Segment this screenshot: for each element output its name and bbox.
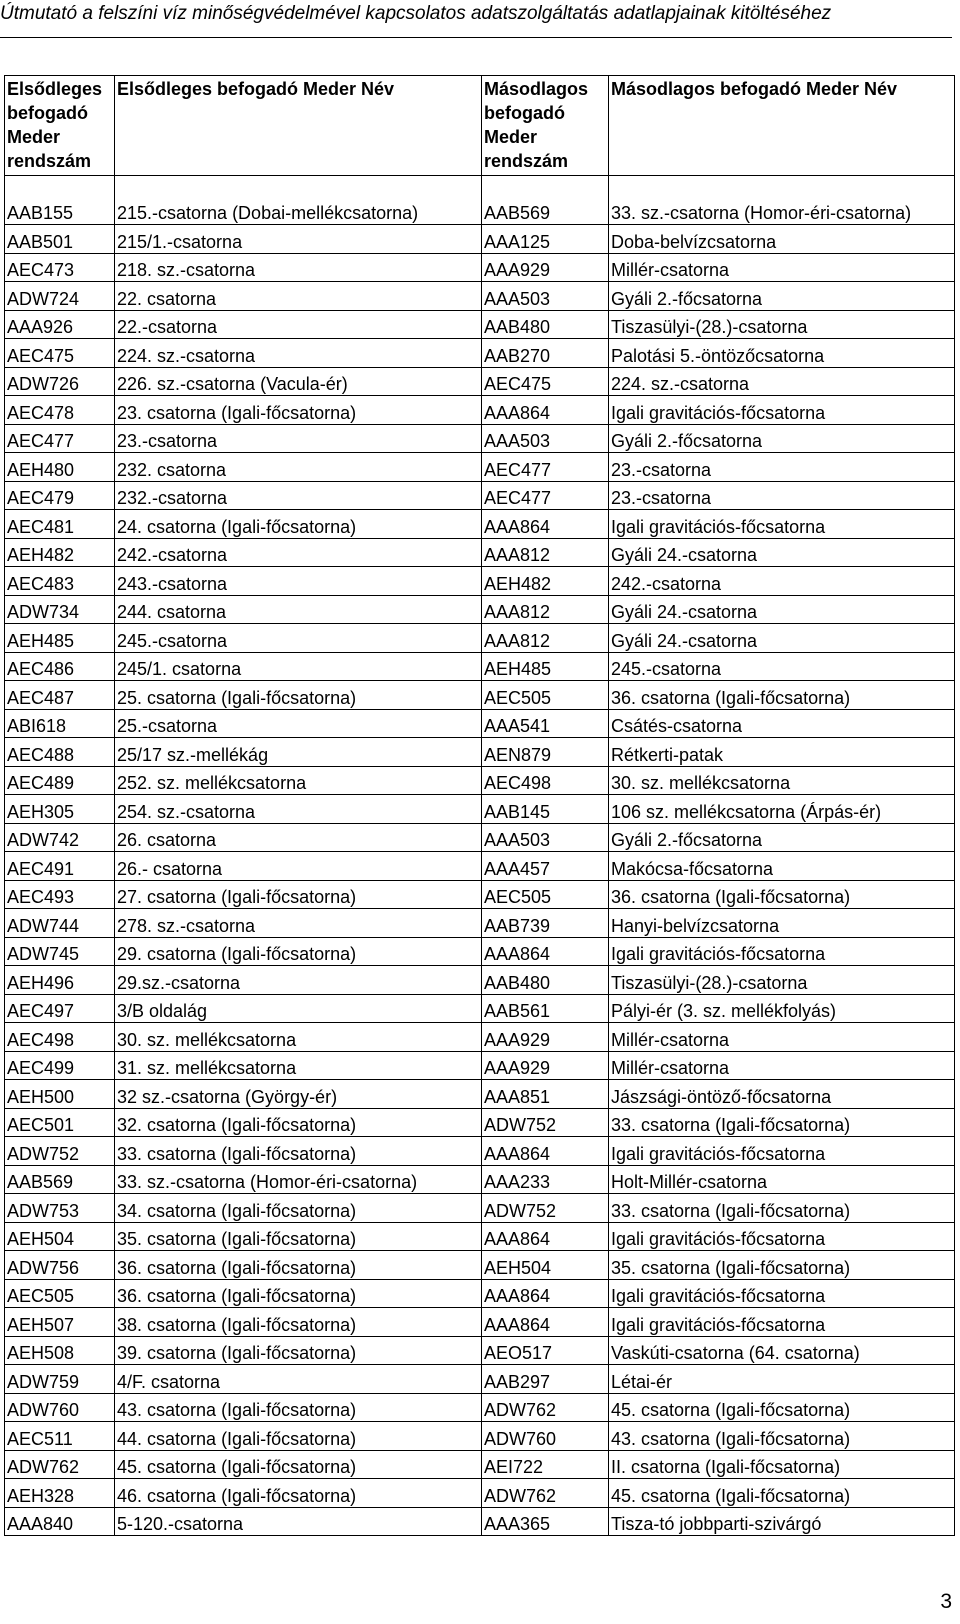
table-cell: Doba-belvízcsatorna xyxy=(609,225,955,254)
table-cell: 33. csatorna (Igali-főcsatorna) xyxy=(115,1137,482,1166)
table-cell: AEH482 xyxy=(482,567,609,596)
table-cell: ADW752 xyxy=(482,1108,609,1137)
table-cell: AAB145 xyxy=(482,795,609,824)
table-cell: AAA864 xyxy=(482,1222,609,1251)
table-row xyxy=(5,880,955,909)
table-cell: 242.-csatorna xyxy=(115,538,482,567)
receiving-water-table xyxy=(4,75,955,1536)
table-cell: AAB270 xyxy=(482,339,609,368)
table-cell: AEC501 xyxy=(5,1108,115,1137)
table-cell: AEC475 xyxy=(482,367,609,396)
table-cell: ADW762 xyxy=(482,1393,609,1422)
table-cell: 32. csatorna (Igali-főcsatorna) xyxy=(115,1108,482,1137)
table-cell: AEC477 xyxy=(482,481,609,510)
table-cell: AEC491 xyxy=(5,852,115,881)
table-cell: 39. csatorna (Igali-főcsatorna) xyxy=(115,1336,482,1365)
table-cell: 35. csatorna (Igali-főcsatorna) xyxy=(115,1222,482,1251)
table-row xyxy=(5,1108,955,1137)
table-cell: AAB739 xyxy=(482,909,609,938)
table-cell: AAA365 xyxy=(482,1507,609,1536)
table-row xyxy=(5,624,955,653)
table-cell: AAB501 xyxy=(5,225,115,254)
table-cell: ADW745 xyxy=(5,937,115,966)
table-row xyxy=(5,823,955,852)
table-cell: Gyáli 2.-főcsatorna xyxy=(609,823,955,852)
table-cell: 3/B oldalág xyxy=(115,994,482,1023)
table-cell: ADW762 xyxy=(5,1450,115,1479)
table-cell: 5-120.-csatorna xyxy=(115,1507,482,1536)
table-row xyxy=(5,937,955,966)
table-cell: AEH504 xyxy=(482,1251,609,1280)
table-cell: 30. sz. mellékcsatorna xyxy=(609,766,955,795)
table-row xyxy=(5,1137,955,1166)
table-cell: ADW760 xyxy=(5,1393,115,1422)
table-cell: 30. sz. mellékcsatorna xyxy=(115,1023,482,1052)
table-row xyxy=(5,310,955,339)
table-cell: AAA864 xyxy=(482,1279,609,1308)
table-cell: Igali gravitációs-főcsatorna xyxy=(609,1308,955,1337)
table-cell: AEC505 xyxy=(482,681,609,710)
table-row xyxy=(5,424,955,453)
table-cell: 33. csatorna (Igali-főcsatorna) xyxy=(609,1108,955,1137)
table-cell: 106 sz. mellékcsatorna (Árpás-ér) xyxy=(609,795,955,824)
table-cell: ABI618 xyxy=(5,709,115,738)
table-cell: 232.-csatorna xyxy=(115,481,482,510)
table-cell: 215.-csatorna (Dobai-mellékcsatorna) xyxy=(115,176,482,225)
table-cell: ADW753 xyxy=(5,1194,115,1223)
column-header: Másodlagos befogadó Meder Név xyxy=(609,76,955,176)
table-cell: ADW744 xyxy=(5,909,115,938)
page-header-title: Útmutató a felszíni víz minőségvédelmével kapcsolatos adatszolgáltatás adatlapjainak kitöltéséhez xyxy=(0,3,832,24)
table-cell: Millér-csatorna xyxy=(609,1023,955,1052)
table-row xyxy=(5,396,955,425)
header-row xyxy=(5,76,955,176)
table-cell: AEH508 xyxy=(5,1336,115,1365)
table-row xyxy=(5,367,955,396)
table-cell: AEC498 xyxy=(482,766,609,795)
table-cell: 32 sz.-csatorna (György-ér) xyxy=(115,1080,482,1109)
table-cell: AAB569 xyxy=(5,1165,115,1194)
table-cell: AAA864 xyxy=(482,396,609,425)
table-row xyxy=(5,795,955,824)
table-cell: ADW762 xyxy=(482,1479,609,1508)
table-cell: ADW752 xyxy=(5,1137,115,1166)
table-cell: AAA929 xyxy=(482,1023,609,1052)
table-cell: AAA503 xyxy=(482,823,609,852)
table-cell: Igali gravitációs-főcsatorna xyxy=(609,1222,955,1251)
table-row xyxy=(5,1507,955,1536)
table-cell: 45. csatorna (Igali-főcsatorna) xyxy=(609,1479,955,1508)
table-cell: 224. sz.-csatorna xyxy=(115,339,482,368)
table-cell: AAA457 xyxy=(482,852,609,881)
table-cell: 45. csatorna (Igali-főcsatorna) xyxy=(609,1393,955,1422)
table-cell: 245/1. csatorna xyxy=(115,652,482,681)
table-row xyxy=(5,481,955,510)
table-row xyxy=(5,652,955,681)
table-row xyxy=(5,852,955,881)
table-cell: ADW742 xyxy=(5,823,115,852)
table-cell: Igali gravitációs-főcsatorna xyxy=(609,1279,955,1308)
table-cell: Igali gravitációs-főcsatorna xyxy=(609,937,955,966)
table-cell: 33. sz.-csatorna (Homor-éri-csatorna) xyxy=(609,176,955,225)
table-cell: AAA926 xyxy=(5,310,115,339)
table-cell: Gyáli 2.-főcsatorna xyxy=(609,424,955,453)
table-cell: AEC497 xyxy=(5,994,115,1023)
table-cell: 36. csatorna (Igali-főcsatorna) xyxy=(609,681,955,710)
column-header: Elsődleges befogadó Meder rendszám xyxy=(5,76,115,176)
table-cell: 35. csatorna (Igali-főcsatorna) xyxy=(609,1251,955,1280)
table-cell: AEC478 xyxy=(5,396,115,425)
table-cell: Csátés-csatorna xyxy=(609,709,955,738)
table-cell: AEO517 xyxy=(482,1336,609,1365)
table-row xyxy=(5,595,955,624)
table-cell: 38. csatorna (Igali-főcsatorna) xyxy=(115,1308,482,1337)
table-row xyxy=(5,966,955,995)
table-header xyxy=(5,76,955,176)
table-cell: AAB480 xyxy=(482,966,609,995)
column-header: Másodlagos befogadó Meder rendszám xyxy=(482,76,609,176)
table-cell: AEH485 xyxy=(5,624,115,653)
table-cell: AEC505 xyxy=(482,880,609,909)
table-cell: 244. csatorna xyxy=(115,595,482,624)
table-row xyxy=(5,738,955,767)
table-cell: 33. sz.-csatorna (Homor-éri-csatorna) xyxy=(115,1165,482,1194)
table-cell: AAB569 xyxy=(482,176,609,225)
table-cell: 26.- csatorna xyxy=(115,852,482,881)
table-row xyxy=(5,1165,955,1194)
table-cell: AAB480 xyxy=(482,310,609,339)
table-cell: Hanyi-belvízcsatorna xyxy=(609,909,955,938)
table-row xyxy=(5,1194,955,1223)
table-cell: 44. csatorna (Igali-főcsatorna) xyxy=(115,1422,482,1451)
table-cell: AEH328 xyxy=(5,1479,115,1508)
table-cell: Vaskúti-csatorna (64. csatorna) xyxy=(609,1336,955,1365)
table-row xyxy=(5,1393,955,1422)
table-cell: 31. sz. mellékcsatorna xyxy=(115,1051,482,1080)
table-cell: 36. csatorna (Igali-főcsatorna) xyxy=(115,1279,482,1308)
table-cell: AAA541 xyxy=(482,709,609,738)
table-cell: Igali gravitációs-főcsatorna xyxy=(609,396,955,425)
table-cell: II. csatorna (Igali-főcsatorna) xyxy=(609,1450,955,1479)
table-row xyxy=(5,282,955,311)
column-header: Elsődleges befogadó Meder Név xyxy=(115,76,482,176)
table-row xyxy=(5,1251,955,1280)
table-cell: 23.-csatorna xyxy=(609,453,955,482)
table-cell: 4/F. csatorna xyxy=(115,1365,482,1394)
table-cell: 252. sz. mellékcsatorna xyxy=(115,766,482,795)
table-cell: AEC473 xyxy=(5,253,115,282)
table-cell: Millér-csatorna xyxy=(609,1051,955,1080)
table-row xyxy=(5,453,955,482)
table-cell: 224. sz.-csatorna xyxy=(609,367,955,396)
table-row xyxy=(5,567,955,596)
table-cell: AEH507 xyxy=(5,1308,115,1337)
table-cell: 22.-csatorna xyxy=(115,310,482,339)
table-cell: ADW724 xyxy=(5,282,115,311)
table-cell: AEC477 xyxy=(482,453,609,482)
table-row xyxy=(5,510,955,539)
table-row xyxy=(5,766,955,795)
table-cell: Makócsa-főcsatorna xyxy=(609,852,955,881)
table-row xyxy=(5,1479,955,1508)
table-cell: AEC488 xyxy=(5,738,115,767)
table-cell: 215/1.-csatorna xyxy=(115,225,482,254)
table-cell: AAA851 xyxy=(482,1080,609,1109)
table-row xyxy=(5,538,955,567)
table-cell: 218. sz.-csatorna xyxy=(115,253,482,282)
table-cell: 254. sz.-csatorna xyxy=(115,795,482,824)
table-cell: ADW759 xyxy=(5,1365,115,1394)
table-cell: AEH504 xyxy=(5,1222,115,1251)
table-cell: AEC499 xyxy=(5,1051,115,1080)
table-row xyxy=(5,176,955,225)
table-cell: AAA125 xyxy=(482,225,609,254)
table-row xyxy=(5,1023,955,1052)
table-cell: AAA812 xyxy=(482,538,609,567)
table-cell: AEN879 xyxy=(482,738,609,767)
table-cell: AEC493 xyxy=(5,880,115,909)
table-cell: 46. csatorna (Igali-főcsatorna) xyxy=(115,1479,482,1508)
table-row xyxy=(5,1422,955,1451)
table-cell: AAA864 xyxy=(482,937,609,966)
table-cell: AEC487 xyxy=(5,681,115,710)
table-row xyxy=(5,253,955,282)
table-cell: AAB155 xyxy=(5,176,115,225)
table-cell: 245.-csatorna xyxy=(609,652,955,681)
table-cell: AEC486 xyxy=(5,652,115,681)
table-cell: AAA929 xyxy=(482,1051,609,1080)
table-cell: Gyáli 24.-csatorna xyxy=(609,595,955,624)
table-cell: AAA840 xyxy=(5,1507,115,1536)
table-cell: ADW734 xyxy=(5,595,115,624)
table-cell: AAA503 xyxy=(482,282,609,311)
table-cell: 26. csatorna xyxy=(115,823,482,852)
table-cell: ADW726 xyxy=(5,367,115,396)
table-cell: Tiszasülyi-(28.)-csatorna xyxy=(609,310,955,339)
table-cell: 226. sz.-csatorna (Vacula-ér) xyxy=(115,367,482,396)
table-row xyxy=(5,709,955,738)
table-row xyxy=(5,1080,955,1109)
table-cell: AEH500 xyxy=(5,1080,115,1109)
table-cell: AEC483 xyxy=(5,567,115,596)
table-cell: AEC477 xyxy=(5,424,115,453)
table-cell: AAA864 xyxy=(482,1308,609,1337)
table-cell: Létai-ér xyxy=(609,1365,955,1394)
table-cell: 232. csatorna xyxy=(115,453,482,482)
table-cell: Tisza-tó jobbparti-szivárgó xyxy=(609,1507,955,1536)
table-cell: AAA812 xyxy=(482,624,609,653)
table-cell: 23. csatorna (Igali-főcsatorna) xyxy=(115,396,482,425)
table-row xyxy=(5,339,955,368)
table-cell: AAA864 xyxy=(482,510,609,539)
table-cell: 23.-csatorna xyxy=(115,424,482,453)
table-cell: AEC498 xyxy=(5,1023,115,1052)
table-row xyxy=(5,1365,955,1394)
table-cell: 25/17 sz.-mellékág xyxy=(115,738,482,767)
table-cell: 24. csatorna (Igali-főcsatorna) xyxy=(115,510,482,539)
page-number: 3 xyxy=(940,1590,952,1613)
table-cell: 34. csatorna (Igali-főcsatorna) xyxy=(115,1194,482,1223)
table-cell: Pályi-ér (3. sz. mellékfolyás) xyxy=(609,994,955,1023)
table-cell: Rétkerti-patak xyxy=(609,738,955,767)
table-cell: 243.-csatorna xyxy=(115,567,482,596)
table-cell: 242.-csatorna xyxy=(609,567,955,596)
table-cell: 278. sz.-csatorna xyxy=(115,909,482,938)
header-divider xyxy=(0,37,952,38)
table-cell: AEH305 xyxy=(5,795,115,824)
table-cell: AEC479 xyxy=(5,481,115,510)
table-cell: AEH485 xyxy=(482,652,609,681)
table-cell: 245.-csatorna xyxy=(115,624,482,653)
table-cell: Gyáli 24.-csatorna xyxy=(609,624,955,653)
table-cell: Tiszasülyi-(28.)-csatorna xyxy=(609,966,955,995)
table-row xyxy=(5,1051,955,1080)
table-row xyxy=(5,1450,955,1479)
table-cell: ADW760 xyxy=(482,1422,609,1451)
table-cell: AEC511 xyxy=(5,1422,115,1451)
table-cell: Igali gravitációs-főcsatorna xyxy=(609,510,955,539)
table-cell: AEH482 xyxy=(5,538,115,567)
table-cell: 22. csatorna xyxy=(115,282,482,311)
table-row xyxy=(5,1336,955,1365)
table-cell: 25. csatorna (Igali-főcsatorna) xyxy=(115,681,482,710)
table-cell: ADW756 xyxy=(5,1251,115,1280)
table-cell: AAA864 xyxy=(482,1137,609,1166)
table-cell: Palotási 5.-öntözőcsatorna xyxy=(609,339,955,368)
table-row xyxy=(5,681,955,710)
table-cell: AAA233 xyxy=(482,1165,609,1194)
table-cell: AAB297 xyxy=(482,1365,609,1394)
table-cell: 29. csatorna (Igali-főcsatorna) xyxy=(115,937,482,966)
table-row xyxy=(5,1279,955,1308)
table-cell: AEI722 xyxy=(482,1450,609,1479)
table-cell: 33. csatorna (Igali-főcsatorna) xyxy=(609,1194,955,1223)
table-cell: AAA812 xyxy=(482,595,609,624)
table-cell: AEH496 xyxy=(5,966,115,995)
table-cell: AEC475 xyxy=(5,339,115,368)
table-cell: AAA503 xyxy=(482,424,609,453)
table-row xyxy=(5,994,955,1023)
table-cell: 43. csatorna (Igali-főcsatorna) xyxy=(609,1422,955,1451)
table-cell: 45. csatorna (Igali-főcsatorna) xyxy=(115,1450,482,1479)
table-cell: 23.-csatorna xyxy=(609,481,955,510)
table-cell: Gyáli 2.-főcsatorna xyxy=(609,282,955,311)
table-cell: ADW752 xyxy=(482,1194,609,1223)
table-cell: Igali gravitációs-főcsatorna xyxy=(609,1137,955,1166)
table-cell: 25.-csatorna xyxy=(115,709,482,738)
table-cell: 29.sz.-csatorna xyxy=(115,966,482,995)
table-row xyxy=(5,909,955,938)
table-cell: AEC489 xyxy=(5,766,115,795)
table-body xyxy=(5,176,955,1536)
table-cell: 43. csatorna (Igali-főcsatorna) xyxy=(115,1393,482,1422)
table-cell: 36. csatorna (Igali-főcsatorna) xyxy=(115,1251,482,1280)
table-cell: AEC505 xyxy=(5,1279,115,1308)
table-cell: AAB561 xyxy=(482,994,609,1023)
table-cell: Jászsági-öntöző-főcsatorna xyxy=(609,1080,955,1109)
table-cell: Millér-csatorna xyxy=(609,253,955,282)
table-cell: 27. csatorna (Igali-főcsatorna) xyxy=(115,880,482,909)
table-row xyxy=(5,1222,955,1251)
table-cell: AEH480 xyxy=(5,453,115,482)
table-cell: Gyáli 24.-csatorna xyxy=(609,538,955,567)
table-cell: 36. csatorna (Igali-főcsatorna) xyxy=(609,880,955,909)
table-row xyxy=(5,1308,955,1337)
table-cell: Holt-Millér-csatorna xyxy=(609,1165,955,1194)
table-cell: AEC481 xyxy=(5,510,115,539)
table-row xyxy=(5,225,955,254)
table-cell: AAA929 xyxy=(482,253,609,282)
